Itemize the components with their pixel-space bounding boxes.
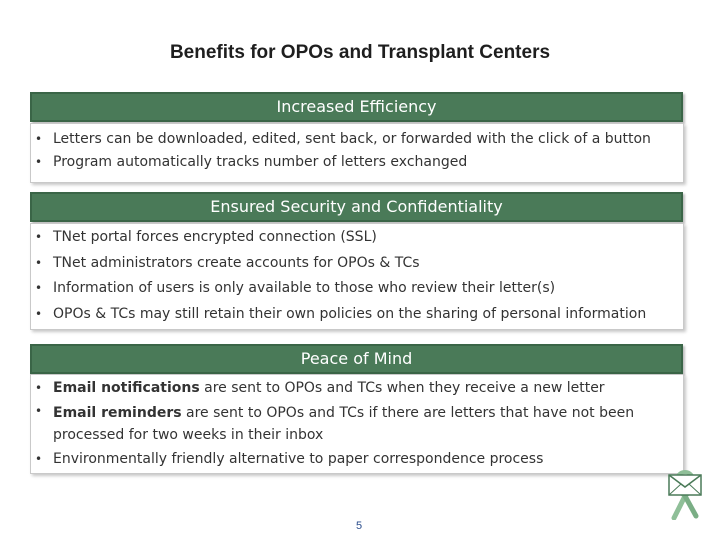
list-item bbox=[35, 225, 683, 251]
list-item bbox=[35, 151, 683, 174]
bullet-icon: • bbox=[35, 381, 43, 395]
section-header-security: Ensured Security and Confidentiality bbox=[30, 192, 683, 222]
bullet-list bbox=[31, 224, 683, 327]
bullet-text: Program automatically tracks number of letters exchanged bbox=[53, 153, 468, 170]
bullet-icon: • bbox=[35, 452, 43, 466]
list-item bbox=[35, 251, 683, 277]
bullet-text: are sent to OPOs and TCs when they receive a new letter bbox=[199, 380, 605, 396]
bullet-text: Letters can be downloaded, edited, sent back, or forwarded with the click of a button bbox=[53, 131, 651, 147]
bullet-icon: • bbox=[35, 154, 43, 169]
section-header-peace-of-mind: Peace of Mind bbox=[30, 344, 683, 374]
bullet-list bbox=[31, 124, 683, 173]
bullet-text: Environmentally friendly alternative to paper correspondence process bbox=[53, 451, 544, 467]
slide-title: Benefits for OPOs and Transplant Centers bbox=[169, 42, 551, 63]
bullet-icon: • bbox=[35, 230, 43, 244]
list-item bbox=[35, 128, 683, 151]
list-item bbox=[35, 376, 673, 400]
page-number: 5 bbox=[355, 520, 363, 532]
bullet-text: are sent to OPOs and TCs if there are letters that have not been processed for two weeks in their inbox bbox=[53, 405, 635, 443]
bullet-text: TNet administrators create accounts for OPOs & TCs bbox=[53, 254, 420, 271]
bullet-icon: • bbox=[35, 404, 43, 418]
list-item bbox=[35, 400, 673, 446]
envelope-ribbon-icon bbox=[664, 466, 706, 520]
bullet-text: OPOs & TCs may still retain their own policies on the sharing of personal information bbox=[53, 305, 647, 322]
section-content-peace-of-mind bbox=[30, 374, 684, 474]
section-header-increased-efficiency: Increased Efficiency bbox=[30, 92, 683, 122]
list-item bbox=[35, 446, 673, 472]
section-content-increased-efficiency bbox=[30, 123, 684, 183]
bullet-text: TNet portal forces encrypted connection (SSL) bbox=[53, 229, 377, 245]
bullet-bold-text: Email notifications bbox=[53, 380, 200, 396]
section-content-security bbox=[30, 223, 684, 330]
bullet-icon: • bbox=[35, 306, 43, 321]
bullet-text: Information of users is only available to those who review their letter(s) bbox=[53, 280, 556, 296]
bullet-icon: • bbox=[35, 281, 43, 295]
bullet-icon: • bbox=[35, 132, 43, 146]
bullet-icon: • bbox=[35, 255, 43, 270]
bullet-list bbox=[31, 375, 683, 472]
list-item bbox=[35, 302, 683, 328]
list-item bbox=[35, 276, 683, 302]
bullet-bold-text: Email reminders bbox=[53, 405, 182, 421]
